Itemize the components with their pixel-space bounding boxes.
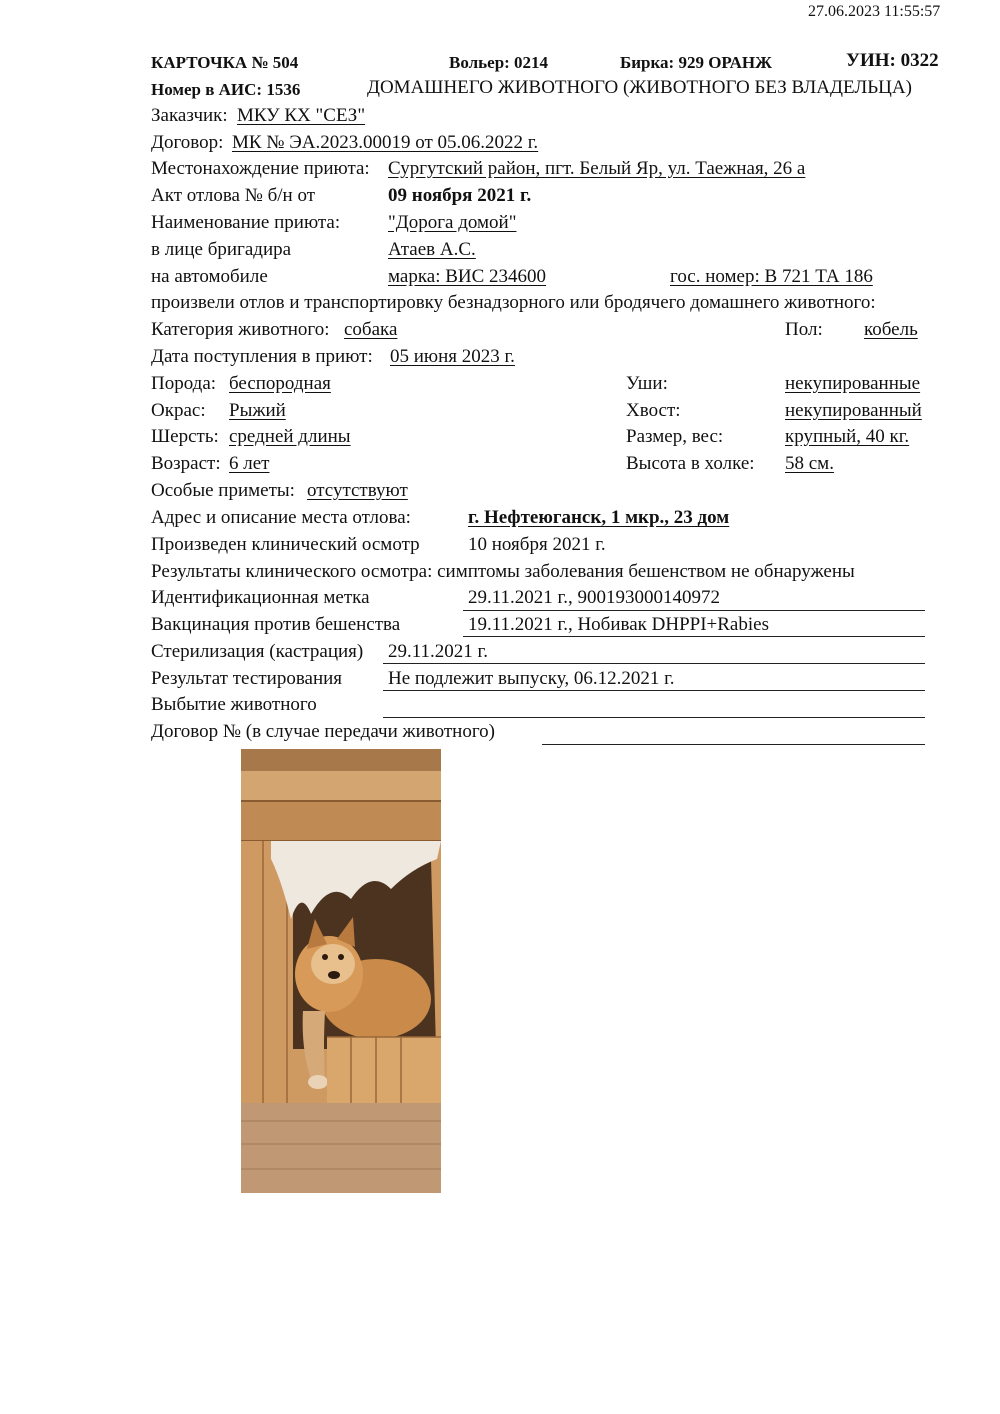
uin-number: УИН: 0322 [846, 50, 939, 71]
marks-label: Особые приметы: [151, 480, 295, 501]
test-result-rule [383, 690, 925, 691]
id-mark-rule [463, 610, 925, 611]
coat-value: средней длины [229, 426, 351, 447]
id-mark-label: Идентификационная метка [151, 587, 370, 608]
transfer-contract-rule [542, 744, 925, 745]
sterilization-rule [383, 663, 925, 664]
animal-photo [241, 749, 441, 1193]
vaccination-label: Вакцинация против бешенства [151, 614, 401, 635]
marks-value: отсутствуют [307, 480, 408, 501]
exam-results: Результаты клинического осмотра: симптомы заболевания бешенством не обнаружены [151, 561, 855, 582]
sex-label: Пол: [785, 319, 823, 340]
test-result-value: Не подлежит выпуску, 06.12.2021 г. [388, 668, 675, 689]
test-result-label: Результат тестирования [151, 668, 343, 689]
id-mark-value: 29.11.2021 г., 900193000140972 [468, 587, 720, 608]
sex-value: кобель [864, 319, 918, 340]
brigadier-value: Атаев А.С. [388, 239, 476, 260]
act-date: 09 ноября 2021 г. [388, 185, 532, 206]
exam-label: Произведен клинический осмотр [151, 534, 420, 555]
print-timestamp: 27.06.2023 11:55:57 [808, 3, 941, 20]
color-value: Рыжий [229, 400, 286, 421]
customer-label: Заказчик: [151, 105, 228, 126]
category-value: собака [344, 319, 398, 340]
ais-number: Номер в АИС: 1536 [151, 80, 301, 99]
exam-date: 10 ноября 2021 г. [468, 534, 606, 555]
ears-label: Уши: [626, 373, 668, 394]
shelter-label: Наименование приюта: [151, 212, 341, 233]
tail-value: некупированный [785, 400, 922, 421]
departure-rule [383, 717, 925, 718]
vaccination-value: 19.11.2021 г., Нобивак DHPPI+Rabies [468, 614, 769, 635]
capture-address-label: Адрес и описание места отлова: [151, 507, 411, 528]
age-label: Возраст: [151, 453, 221, 474]
card-number: КАРТОЧКА № 504 [151, 53, 299, 72]
category-label: Категория животного: [151, 319, 330, 340]
contract-value: МК № ЭА.2023.00019 от 05.06.2022 г. [232, 132, 539, 153]
tail-label: Хвост: [626, 400, 681, 421]
car-brand: марка: ВИС 234600 [388, 266, 547, 287]
aviary-number: Вольер: 0214 [449, 53, 549, 72]
ears-value: некупированные [785, 373, 921, 394]
act-label: Акт отлова № б/н от [151, 185, 316, 206]
coat-label: Шерсть: [151, 426, 219, 447]
contract-label: Договор: [151, 132, 224, 153]
tag-number: Бирка: 929 ОРАНЖ [620, 53, 772, 72]
size-label: Размер, вес: [626, 426, 724, 447]
car-plate: гос. номер: В 721 ТА 186 [670, 266, 873, 287]
location-value: Сургутский район, пгт. Белый Яр, ул. Таежная, 26 а [388, 158, 806, 179]
capture-statement: произвели отлов и транспортировку безнадзорного или бродячего домашнего животного: [151, 292, 876, 313]
arrival-value: 05 июня 2023 г. [390, 346, 515, 367]
departure-label: Выбытие животного [151, 694, 317, 715]
document-title: ДОМАШНЕГО ЖИВОТНОГО (ЖИВОТНОГО БЕЗ ВЛАДЕЛЬЦА) [367, 77, 912, 98]
sterilization-value: 29.11.2021 г. [388, 641, 488, 662]
shelter-value: "Дорога домой" [388, 212, 517, 233]
capture-address-value: г. Нефтеюганск, 1 мкр., 23 дом [468, 507, 730, 528]
arrival-label: Дата поступления в приют: [151, 346, 373, 367]
transfer-contract-label: Договор № (в случае передачи животного) [151, 721, 495, 742]
age-value: 6 лет [229, 453, 270, 474]
vaccination-rule [463, 636, 925, 637]
customer-value: МКУ КХ "СЕЗ" [237, 105, 366, 126]
location-label: Местонахождение приюта: [151, 158, 370, 179]
height-value: 58 см. [785, 453, 834, 474]
brigadier-label: в лице бригадира [151, 239, 292, 260]
car-label: на автомобиле [151, 266, 268, 287]
breed-value: беспородная [229, 373, 331, 394]
breed-label: Порода: [151, 373, 217, 394]
sterilization-label: Стерилизация (кастрация) [151, 641, 364, 662]
height-label: Высота в холке: [626, 453, 755, 474]
color-label: Окрас: [151, 400, 206, 421]
size-value: крупный, 40 кг. [785, 426, 910, 447]
